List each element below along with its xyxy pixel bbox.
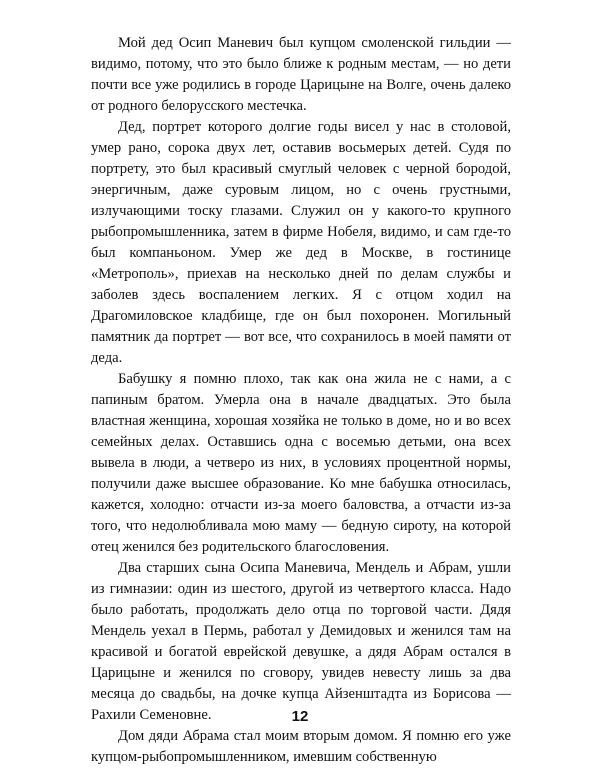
paragraph: Два старших сына Осипа Маневича, Мендель и Абрам, ушли из гимназии: один из шестого, другой из четвертого класса. Надо было работать, продолжать дело отца по торговой части. Дядя Мендель уехал в Пермь, работал у Демидовых и женился там на красивой и богатой еврейской девушке, а дядя Абрам остался в Царицыне и женился по сговору, увидев невесту лишь за два месяца до свадьбы, на дочке купца Айзенштадта из Борисова — Рахили Семеновне. [91, 560, 511, 723]
paragraph: Мой дед Осип Маневич был купцом смоленской гильдии — видимо, потому, что это было ближе к родным местам, — но дети почти все уже родились в городе Царицыне на Волге, очень далеко от родного белорусского местечка. [91, 35, 511, 114]
paragraph: Дед, портрет которого долгие годы висел у нас в столовой, умер рано, сорока двух лет, оставив восьмерых детей. Судя по портрету, это был красивый смуглый человек с черной бородой, энергичным, даже суровым лицом, но с очень грустными, излучающими тоску глазами. Служил он у какого-то крупного рыбопромышленника, затем в фирме Нобеля, видимо, и сам где-то был компаньоном. Умер же дед в Москве, в гостинице «Метрополь», приехав на несколько дней по делам службы и заболев здесь воспалением легких. Я с отцом ходил на Драгомиловское кладбище, где он был похоронен. Могильный памятник да портрет — вот все, что сохранилось в моей памяти от деда. [91, 119, 511, 366]
paragraph: Дом дяди Абрама стал моим вторым домом. Я помню его уже купцом-рыбопромышленником, имевшим собственную [91, 728, 511, 765]
body-text [91, 33, 511, 768]
paragraph: Бабушку я помню плохо, так как она жила не с нами, а с папиным братом. Умерла она в начале двадцатых. Это была властная женщина, хорошая хозяйка не только в доме, но и во всех семейных делах. Оставшись одна с восемью детьми, она всех вывела в люди, а четверо из них, в условиях процентной нормы, получили даже высшее образование. Ко мне бабушка относилась, кажется, холодно: отчасти из-за моего баловства, а отчасти из-за того, что недолюбливала мою маму — бедную сироту, на которой отец женился без родительского благословения. [91, 371, 511, 555]
page-number: 12 [291, 708, 309, 725]
